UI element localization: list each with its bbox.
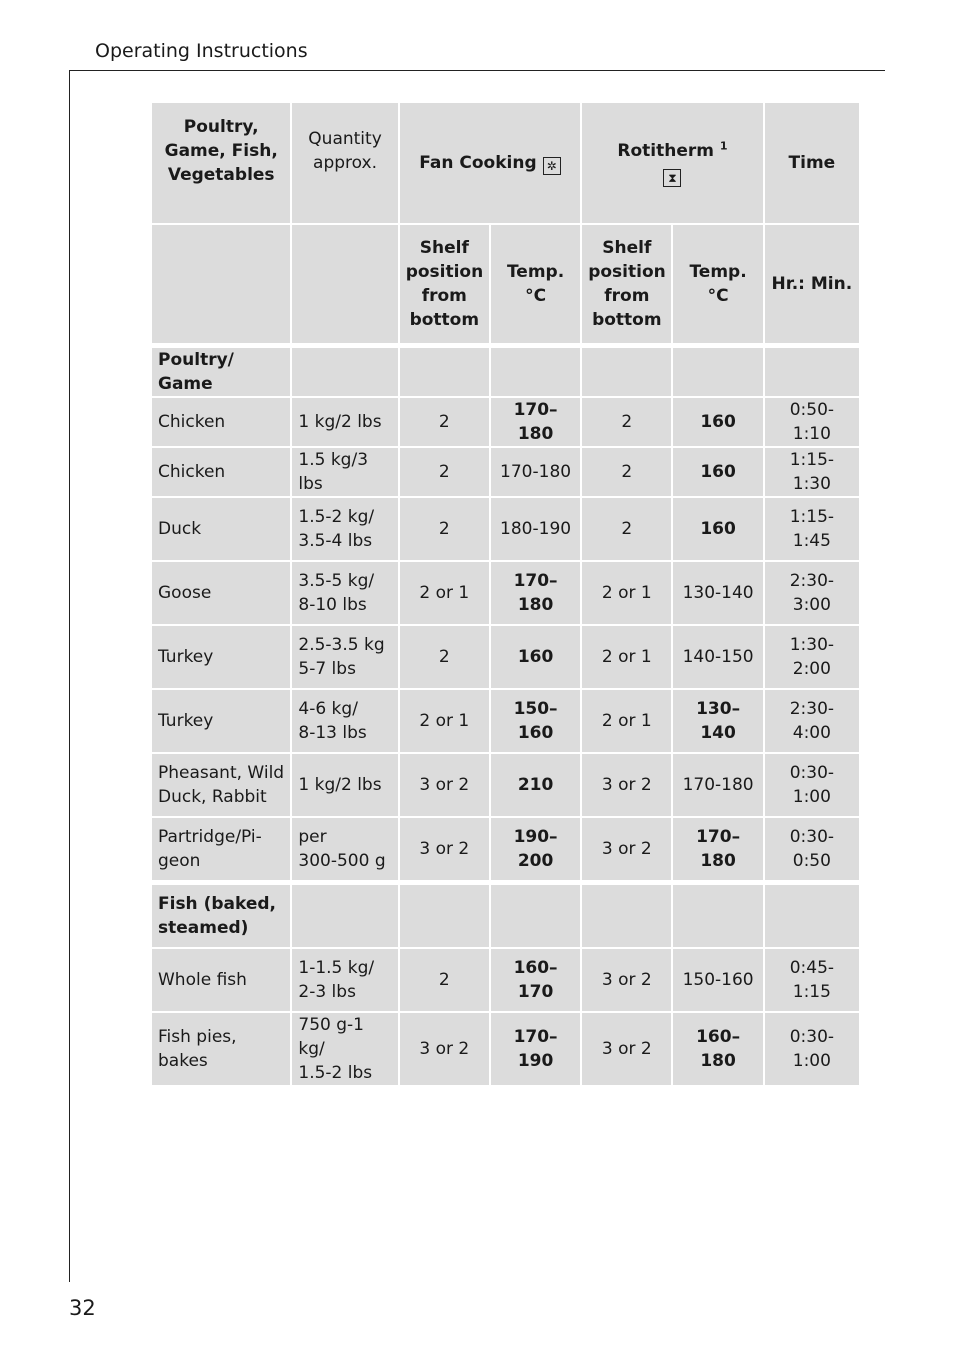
section-blank-cell xyxy=(400,348,489,396)
fan-temp-line-1: Temp. xyxy=(506,262,565,282)
time-cell: 0:30-1:00 xyxy=(765,754,859,816)
header-roti-shelf xyxy=(582,225,671,343)
section-gap xyxy=(152,345,859,346)
gap-cell xyxy=(491,345,580,346)
table-row xyxy=(152,626,859,688)
roti-shelf-cell: 2 or 1 xyxy=(582,626,671,688)
roti-shelf-cell: 2 xyxy=(582,498,671,560)
rotitherm-icon: ⧗ xyxy=(663,169,681,187)
fan-shelf-cell: 2 or 1 xyxy=(400,690,489,752)
header-fan-temp xyxy=(491,225,580,343)
time-cell: 0:45-1:15 xyxy=(765,949,859,1011)
rotitherm-label: Rotitherm xyxy=(617,141,714,161)
time-cell: 0:30-0:50 xyxy=(765,818,859,880)
section-blank-cell xyxy=(491,348,580,396)
header-category-line-1: Poultry, xyxy=(183,117,259,137)
time-cell: 0:50-1:10 xyxy=(765,398,859,446)
fan-shelf-cell: 3 or 2 xyxy=(400,818,489,880)
quantity-cell: per 300-500 g xyxy=(292,818,397,880)
fan-shelf-cell: 2 xyxy=(400,626,489,688)
roti-temp-cell: 150-160 xyxy=(673,949,762,1011)
item-cell: Fish pies, bakes xyxy=(152,1013,290,1085)
time-cell: 1:15-1:45 xyxy=(765,498,859,560)
time-cell: 2:30-3:00 xyxy=(765,562,859,624)
header-time-unit: Hr.: Min. xyxy=(765,225,859,343)
fan-shelf-cell: 3 or 2 xyxy=(400,754,489,816)
roti-temp-line-2: °C xyxy=(707,286,729,306)
fan-shelf-line-2: position xyxy=(405,262,484,282)
table-row xyxy=(152,690,859,752)
roti-shelf-line-3: from xyxy=(604,286,650,306)
gap-cell xyxy=(673,882,762,883)
section-gap xyxy=(152,882,859,883)
roti-shelf-cell: 3 or 2 xyxy=(582,949,671,1011)
gap-cell xyxy=(152,882,290,883)
fan-shelf-line-4: bottom xyxy=(409,310,480,330)
time-cell: 0:30-1:00 xyxy=(765,1013,859,1085)
roti-temp-cell: 140-150 xyxy=(673,626,762,688)
item-cell: Turkey xyxy=(152,690,290,752)
header-roti-temp xyxy=(673,225,762,343)
rotitherm-footnote: 1 xyxy=(719,139,728,153)
item-cell: Whole fish xyxy=(152,949,290,1011)
section-blank-cell xyxy=(400,885,489,947)
roti-temp-line-1: Temp. xyxy=(689,262,747,282)
fan-shelf-cell: 2 xyxy=(400,448,489,496)
gap-cell xyxy=(491,882,580,883)
page-number: 32 xyxy=(69,1296,96,1320)
section-title: Poultry/ Game xyxy=(152,348,290,396)
item-cell: Partridge/Pi- geon xyxy=(152,818,290,880)
fan-shelf-cell: 2 xyxy=(400,949,489,1011)
gap-cell xyxy=(582,345,671,346)
quantity-cell: 1 kg/2 lbs xyxy=(292,398,397,446)
quantity-cell: 3.5-5 kg/ 8-10 lbs xyxy=(292,562,397,624)
header-category xyxy=(152,103,290,223)
header-rule xyxy=(69,70,885,71)
item-cell: Turkey xyxy=(152,626,290,688)
roti-shelf-cell: 2 or 1 xyxy=(582,562,671,624)
table-row xyxy=(152,754,859,816)
table-row xyxy=(152,562,859,624)
item-cell: Goose xyxy=(152,562,290,624)
section-row xyxy=(152,885,859,947)
fan-shelf-cell: 3 or 2 xyxy=(400,1013,489,1085)
header-time: Time xyxy=(765,103,859,223)
fan-temp-cell: 150–160 xyxy=(491,690,580,752)
header-fan-shelf xyxy=(400,225,489,343)
fan-temp-cell: 160–170 xyxy=(491,949,580,1011)
header-blank-1 xyxy=(152,225,290,343)
fan-shelf-cell: 2 xyxy=(400,398,489,446)
cooking-table xyxy=(150,101,861,1087)
section-blank-cell xyxy=(765,348,859,396)
section-title: Fish (baked, steamed) xyxy=(152,885,290,947)
time-cell: 1:30-2:00 xyxy=(765,626,859,688)
header-row-2 xyxy=(152,225,859,343)
roti-shelf-line-4: bottom xyxy=(592,310,662,330)
fan-temp-line-2: °C xyxy=(525,286,547,306)
fan-temp-cell: 170-180 xyxy=(491,448,580,496)
table-row xyxy=(152,398,859,446)
roti-shelf-cell: 3 or 2 xyxy=(582,1013,671,1085)
roti-shelf-line-2: position xyxy=(588,262,666,282)
time-cell: 2:30-4:00 xyxy=(765,690,859,752)
table-row xyxy=(152,498,859,560)
roti-temp-cell: 160–180 xyxy=(673,1013,762,1085)
header-quantity-line-1: Quantity xyxy=(308,129,382,149)
gap-cell xyxy=(152,345,290,346)
section-blank-cell xyxy=(292,348,397,396)
header-rotitherm xyxy=(582,103,763,223)
fan-shelf-cell: 2 or 1 xyxy=(400,562,489,624)
quantity-cell: 4-6 kg/ 8-13 lbs xyxy=(292,690,397,752)
section-blank-cell xyxy=(673,885,762,947)
fan-shelf-line-3: from xyxy=(421,286,467,306)
table-row xyxy=(152,949,859,1011)
roti-shelf-line-1: Shelf xyxy=(602,238,652,258)
header-quantity-line-2: approx. xyxy=(313,153,378,173)
roti-temp-cell: 130–140 xyxy=(673,690,762,752)
roti-temp-cell: 130-140 xyxy=(673,562,762,624)
time-cell: 1:15-1:30 xyxy=(765,448,859,496)
fan-temp-cell: 170–180 xyxy=(491,562,580,624)
section-blank-cell xyxy=(582,348,671,396)
running-head: Operating Instructions xyxy=(95,40,308,62)
quantity-cell: 1-1.5 kg/ 2-3 lbs xyxy=(292,949,397,1011)
quantity-cell: 1 kg/2 lbs xyxy=(292,754,397,816)
header-quantity xyxy=(292,103,397,223)
fan-temp-cell: 180-190 xyxy=(491,498,580,560)
item-cell: Chicken xyxy=(152,448,290,496)
item-cell: Duck xyxy=(152,498,290,560)
fan-icon: ✲ xyxy=(543,157,561,175)
fan-temp-cell: 190–200 xyxy=(491,818,580,880)
gap-cell xyxy=(400,345,489,346)
gap-cell xyxy=(292,345,397,346)
gap-cell xyxy=(765,882,859,883)
gap-cell xyxy=(673,345,762,346)
gap-cell xyxy=(292,882,397,883)
quantity-cell: 750 g-1 kg/ 1.5-2 lbs xyxy=(292,1013,397,1085)
roti-shelf-cell: 2 or 1 xyxy=(582,690,671,752)
gap-cell xyxy=(765,345,859,346)
header-category-line-3: Vegetables xyxy=(167,165,275,185)
roti-temp-cell: 160 xyxy=(673,498,762,560)
table-row xyxy=(152,448,859,496)
fan-temp-cell: 170–180 xyxy=(491,398,580,446)
item-cell: Pheasant, Wild Duck, Rabbit xyxy=(152,754,290,816)
roti-shelf-cell: 3 or 2 xyxy=(582,754,671,816)
fan-shelf-cell: 2 xyxy=(400,498,489,560)
header-fan-cooking xyxy=(400,103,581,223)
header-blank-2 xyxy=(292,225,397,343)
section-blank-cell xyxy=(673,348,762,396)
fan-temp-cell: 170–190 xyxy=(491,1013,580,1085)
fan-temp-cell: 160 xyxy=(491,626,580,688)
section-blank-cell xyxy=(491,885,580,947)
quantity-cell: 2.5-3.5 kg 5-7 lbs xyxy=(292,626,397,688)
gap-cell xyxy=(400,882,489,883)
item-cell: Chicken xyxy=(152,398,290,446)
section-blank-cell xyxy=(292,885,397,947)
roti-shelf-cell: 3 or 2 xyxy=(582,818,671,880)
header-row-1 xyxy=(152,103,859,223)
section-row xyxy=(152,348,859,396)
roti-temp-cell: 160 xyxy=(673,398,762,446)
fan-temp-cell: 210 xyxy=(491,754,580,816)
fan-shelf-line-1: Shelf xyxy=(419,238,469,258)
quantity-cell: 1.5-2 kg/ 3.5-4 lbs xyxy=(292,498,397,560)
roti-shelf-cell: 2 xyxy=(582,448,671,496)
table-row xyxy=(152,818,859,880)
fan-cooking-label: Fan Cooking xyxy=(419,153,537,173)
header-category-line-2: Game, Fish, xyxy=(164,141,278,161)
table-row xyxy=(152,1013,859,1085)
section-blank-cell xyxy=(582,885,671,947)
roti-temp-cell: 170-180 xyxy=(673,754,762,816)
roti-temp-cell: 160 xyxy=(673,448,762,496)
roti-temp-cell: 170–180 xyxy=(673,818,762,880)
gap-cell xyxy=(582,882,671,883)
quantity-cell: 1.5 kg/3 lbs xyxy=(292,448,397,496)
roti-shelf-cell: 2 xyxy=(582,398,671,446)
section-blank-cell xyxy=(765,885,859,947)
margin-rule xyxy=(69,70,70,1282)
